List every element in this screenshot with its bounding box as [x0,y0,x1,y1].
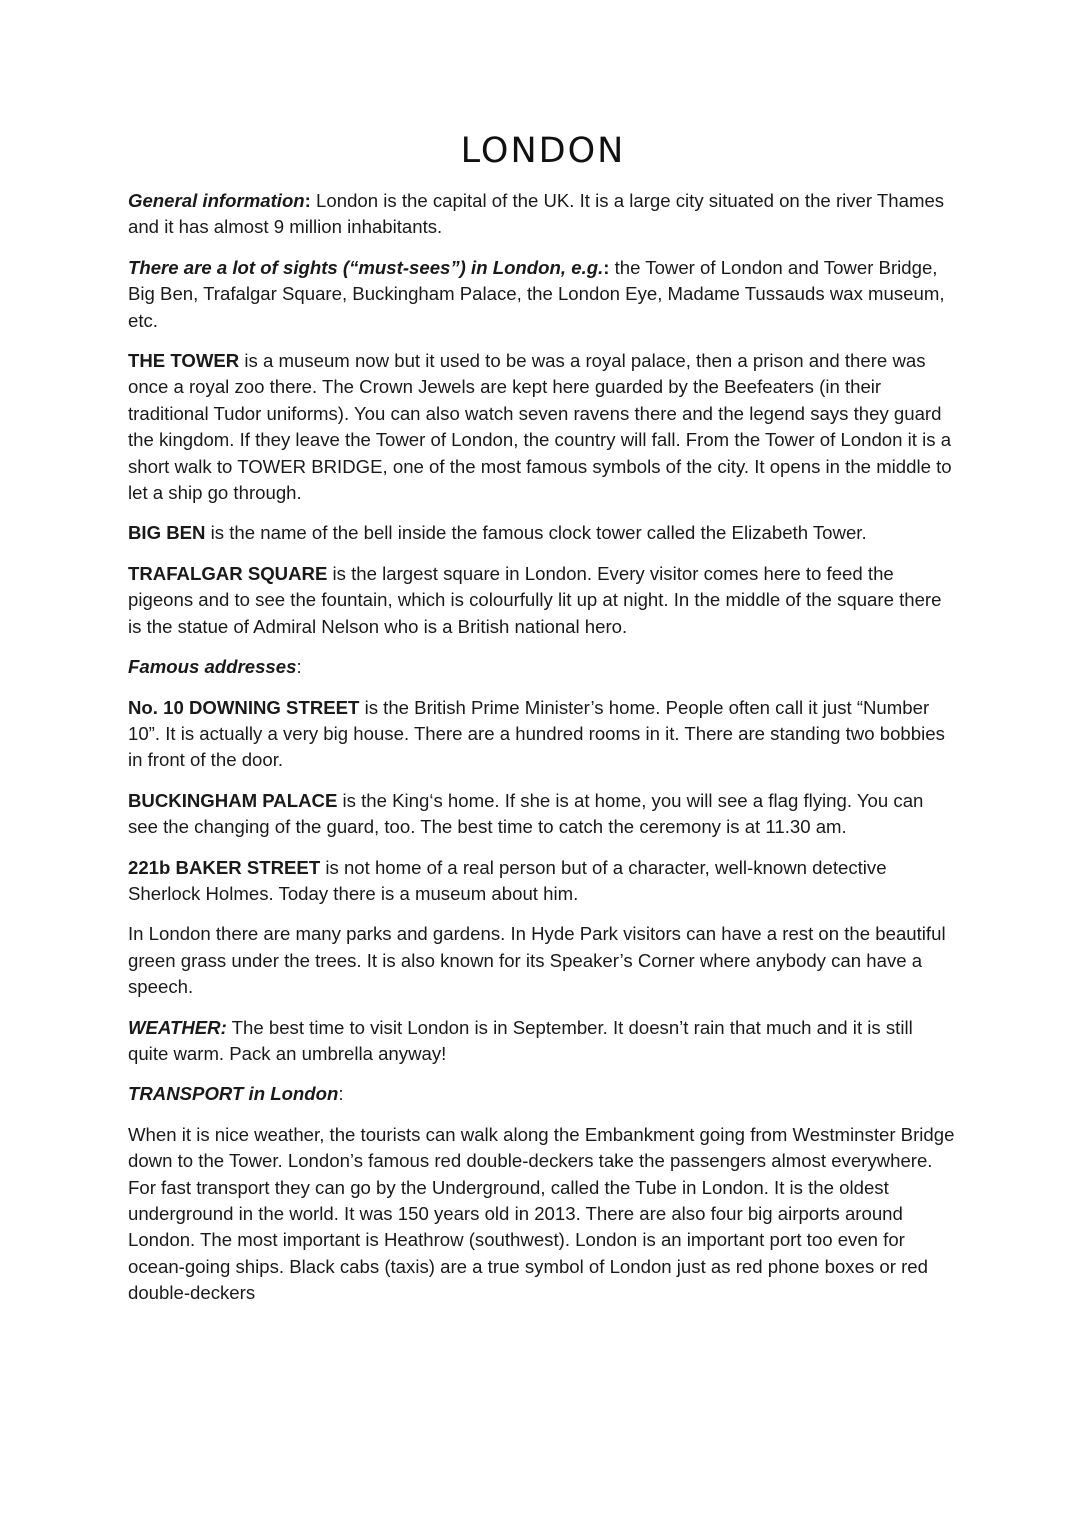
paragraph-text: London is the capital of the UK. It is a large city situated on the river Thames and it has almost 9 million inhabitants. [128,190,945,238]
transport-paragraph [128,1122,958,1307]
paragraph-heading: Famous addresses [128,656,297,678]
paragraph-heading: BUCKINGHAM PALACE [128,789,338,811]
document-page [128,128,958,1321]
paragraph-text: The best time to visit London is in September. It doesn’t rain that much and it is still quite warm. Pack an umbrella anyway! [128,1016,913,1064]
paragraph-text: is the largest square in London. Every visitor comes here to feed the pigeons and to see the fountain, which is colourfully lit up at night. In the middle of the square there is the statue of Admiral Nelson who is a British national hero. [128,562,942,637]
paragraph-heading: 221b BAKER STREET [128,856,321,878]
transport-heading [128,1081,958,1107]
big-ben-paragraph [128,520,958,546]
paragraph-text: is the British Prime Minister’s home. People often call it just “Number 10”. It is actually a very big house. There are a hundred rooms in it. There are standing two bobbies in front of the door. [128,696,945,771]
paragraph-heading-colon: : [603,256,610,278]
downing-street-paragraph [128,695,958,774]
paragraph-text: In London there are many parks and gardens. In Hyde Park visitors can have a rest on the beautiful green grass under the trees. It is also known for its Speaker’s Corner where anybody can have a speech. [128,923,946,998]
paragraph-text: is the name of the bell inside the famous clock tower called the Elizabeth Tower. [205,522,867,544]
famous-addresses-heading [128,654,958,680]
baker-street-paragraph [128,855,958,908]
paragraph-heading: No. 10 DOWNING STREET [128,696,360,718]
paragraph-text: is the King‘s home. If she is at home, you will see a flag flying. You can see the changing of the guard, too. The best time to catch the ceremony is at 11.30 am. [128,789,924,838]
paragraph-text: : [296,656,302,678]
tower-paragraph [128,348,958,506]
general-information-paragraph [128,188,958,241]
paragraph-heading: TRANSPORT in London [128,1083,339,1105]
paragraph-heading: WEATHER: [128,1016,227,1038]
paragraph-text: is a museum now but it used to be was a royal palace, then a prison and there was once a royal zoo there. The Crown Jewels are kept here guarded by the Beefeaters (in their traditional Tudor uniforms). You can also watch seven ravens there and the legend says they guard the kingdom. If they leave the Tower of London, the country will fall. From the Tower of London it is a short walk to TOWER BRIDGE, one of the most famous symbols of the city. It opens in the middle to let a ship go through. [128,350,952,504]
weather-paragraph [128,1015,958,1068]
paragraph-text: is not home of a real person but of a character, well-known detective Sherlock Holmes. Today there is a museum about him. [128,856,887,904]
paragraph-text: the Tower of London and Tower Bridge, Big Ben, Trafalgar Square, Buckingham Palace, the London Eye, Madame Tussauds wax museum, etc. [128,256,945,331]
paragraph-heading: BIG BEN [128,522,206,544]
page-title: LONDON [460,131,626,171]
paragraph-heading: There are a lot of sights (“must-sees”) in London, e.g. [128,256,604,278]
parks-paragraph [128,921,958,1000]
buckingham-palace-paragraph [128,788,958,841]
paragraph-heading: General information [128,190,305,211]
paragraph-heading: TRAFALGAR SQUARE [128,562,328,584]
paragraph-text: When it is nice weather, the tourists can walk along the Embankment going from Westminster Bridge down to the Tower. London’s famous red double-deckers take the passengers almost everywhere. For fast transport they can go by the Underground, called the Tube in London. It is the oldest underground in the world. It was 150 years old in 2013. There are also four big airports around London. The most important is Heathrow (southwest). London is an important port too even for ocean-going ships. Black cabs (taxis) are a true symbol of London just as red phone boxes or red double-deckers [128,1123,955,1304]
paragraph-heading: THE TOWER [128,350,240,372]
paragraph-heading-colon: : [304,190,311,211]
sights-paragraph [128,255,958,334]
paragraph-text: : [338,1083,344,1105]
trafalgar-square-paragraph [128,561,958,640]
